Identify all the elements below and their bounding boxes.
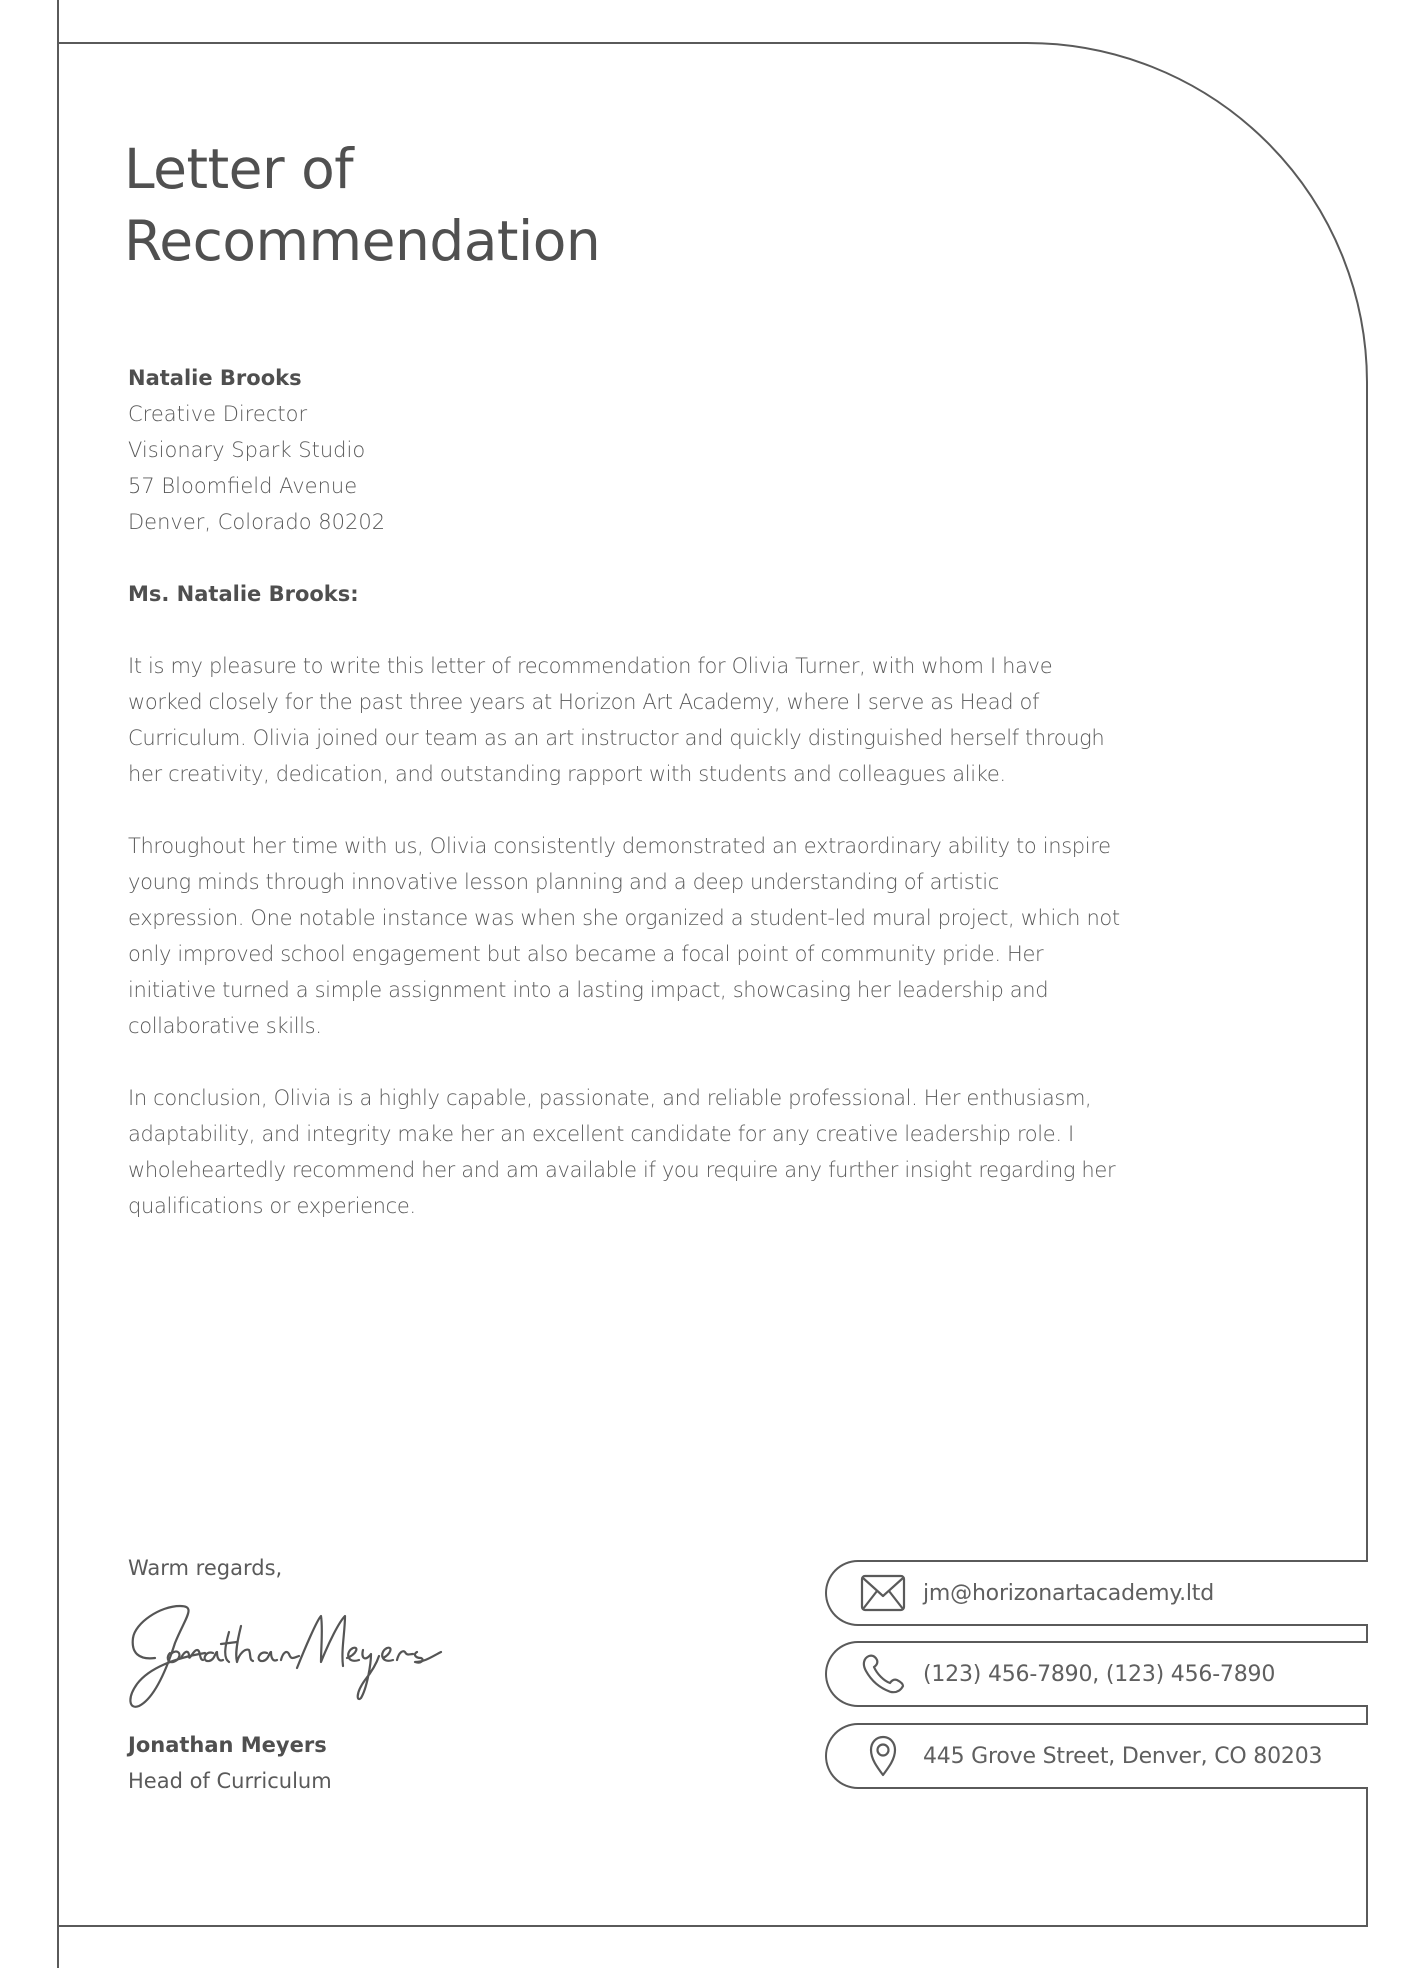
letter-body: [128, 360, 1288, 1260]
sender-block: [128, 1727, 332, 1799]
paragraph-line: It is my pleasure to write this letter of recommendation for Olivia Turner, with whom I have: [128, 654, 1053, 678]
paragraph-line: Throughout her time with us, Olivia consistently demonstrated an extraordinary ability to inspire: [128, 834, 1111, 858]
paragraph-line: initiative turned a simple assignment into a lasting impact, showcasing her leadership and: [128, 978, 1049, 1002]
page-title: [124, 133, 600, 277]
salutation: Ms. Natalie Brooks:: [128, 582, 359, 606]
paragraph-line: young minds through innovative lesson planning and a deep understanding of artistic: [128, 870, 999, 894]
paragraph-line: only improved school engagement but also became a focal point of community pride. Her: [128, 942, 1044, 966]
recipient-address-block: [128, 360, 1288, 540]
recipient-company: Visionary Spark Studio: [128, 438, 366, 462]
paragraph-line: her creativity, dedication, and outstanding rapport with students and colleagues alike.: [128, 762, 1006, 786]
location-pin-icon: [853, 1735, 913, 1777]
recipient-city: Denver, Colorado 80202: [128, 510, 386, 534]
title-line-2: Recommendation: [124, 209, 601, 273]
paragraph-1: [128, 648, 1288, 792]
paragraph-line: expression. One notable instance was when she organized a student-led mural project, which not: [128, 906, 1120, 930]
paragraph-line: Curriculum. Olivia joined our team as an art instructor and quickly distinguished herself through: [128, 726, 1105, 750]
contact-address-text: 445 Grove Street, Denver, CO 80203: [923, 1743, 1323, 1769]
salutation-block: [128, 576, 1288, 612]
paragraph-line: wholeheartedly recommend her and am available if you require any further insight regarding her: [128, 1158, 1116, 1182]
envelope-icon: [853, 1574, 913, 1612]
paragraph-line: qualifications or experience.: [128, 1194, 416, 1218]
paragraph-3: [128, 1080, 1288, 1224]
contact-email[interactable]: [825, 1560, 1368, 1626]
signature-image: [125, 1598, 445, 1716]
sender-name: Jonathan Meyers: [128, 1733, 327, 1757]
paragraph-line: adaptability, and integrity make her an excellent candidate for any creative leadership role. I: [128, 1122, 1074, 1146]
sender-role: Head of Curriculum: [128, 1769, 332, 1793]
recipient-name: Natalie Brooks: [128, 366, 302, 390]
recipient-street: 57 Bloomfield Avenue: [128, 474, 358, 498]
paragraph-line: worked closely for the past three years at Horizon Art Academy, where I serve as Head of: [128, 690, 1040, 714]
contact-phone[interactable]: [825, 1641, 1368, 1707]
title-line-1: Letter of: [124, 137, 354, 201]
contact-address[interactable]: [825, 1723, 1368, 1789]
paragraph-line: In conclusion, Olivia is a highly capable, passionate, and reliable professional. Her enthusiasm,: [128, 1086, 1092, 1110]
contact-email-text[interactable]: jm@horizonartacademy.ltd: [923, 1580, 1214, 1606]
closing-text: Warm regards,: [128, 1556, 283, 1580]
paragraph-2: [128, 828, 1288, 1044]
recipient-position: Creative Director: [128, 402, 308, 426]
contact-phone-text[interactable]: (123) 456-7890, (123) 456-7890: [923, 1661, 1276, 1687]
phone-icon: [853, 1654, 913, 1694]
paragraph-line: collaborative skills.: [128, 1014, 322, 1038]
